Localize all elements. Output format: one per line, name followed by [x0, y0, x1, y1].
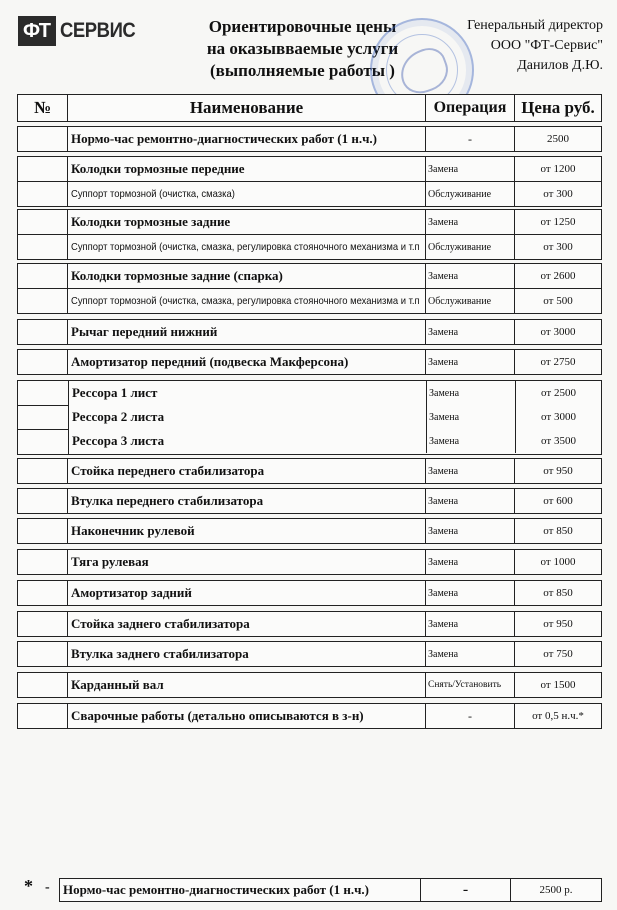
service-operation: Обслуживание: [426, 182, 515, 206]
service-name: Стойка переднего стабилизатора: [68, 459, 426, 483]
service-price: от 950: [543, 618, 573, 630]
price-group: [17, 641, 602, 667]
column-header-name: Наименование: [68, 95, 426, 121]
service-price: от 1000: [540, 556, 576, 568]
price-group: [17, 458, 602, 484]
footnote-table-row: [59, 878, 602, 902]
table-row: [18, 288, 601, 313]
table-row: [18, 642, 601, 666]
logo-mark: ФТ: [18, 16, 56, 46]
price-group: [17, 349, 602, 375]
price-group: [17, 488, 602, 514]
service-operation: Замена: [427, 429, 516, 453]
director-approval: [467, 16, 603, 76]
service-price: от 300: [543, 241, 573, 253]
row-number: [18, 235, 68, 259]
title-line-1: Ориентировочные цены: [208, 17, 397, 36]
service-price: от 2500: [541, 387, 576, 399]
price-group: [17, 126, 602, 152]
service-name: Нормо-час ремонтно-диагностических работ (1 н.ч.): [68, 127, 426, 151]
service-operation: Замена: [426, 210, 515, 234]
row-number: [18, 519, 68, 543]
service-name: Карданный вал: [68, 673, 426, 697]
service-operation: Замена: [426, 550, 515, 574]
price-group: [17, 156, 602, 207]
service-operation: Замена: [427, 405, 516, 429]
title-line-3: (выполняемые работы ): [210, 61, 395, 80]
service-operation: Обслуживание: [426, 289, 515, 313]
service-price: от 2750: [540, 356, 576, 368]
service-name: Тяга рулевая: [68, 550, 426, 574]
price-group: [17, 703, 602, 729]
service-price: от 1250: [540, 216, 576, 228]
service-name: Рессора 2 листа: [69, 405, 427, 429]
row-number: [18, 459, 68, 483]
price-group: [17, 518, 602, 544]
table-row: [18, 489, 601, 513]
table-row: [18, 704, 601, 728]
row-number: [18, 581, 68, 605]
service-price: от 3500: [541, 435, 576, 447]
row-number: [18, 350, 68, 374]
service-operation: Замена: [426, 519, 515, 543]
table-row: [18, 320, 601, 344]
service-price: от 1500: [540, 679, 576, 691]
service-operation: Замена: [426, 320, 515, 344]
table-row: [18, 550, 601, 574]
service-name: Стойка заднего стабилизатора: [68, 612, 426, 636]
row-number: [18, 612, 68, 636]
service-operation: Замена: [426, 459, 515, 483]
column-header-price: Цена руб.: [521, 98, 595, 117]
row-number: [18, 381, 68, 405]
footnote-name: Нормо-час ремонтно-диагностических работ (1 н.ч.): [60, 879, 421, 901]
service-operation: Замена: [426, 581, 515, 605]
service-operation: Замена: [426, 157, 515, 181]
service-price: от 500: [543, 295, 573, 307]
footnote-marker: *: [24, 876, 33, 896]
service-operation: Снять/Установить: [426, 673, 515, 697]
service-price: от 850: [543, 587, 573, 599]
row-number: [18, 550, 68, 574]
service-name: Наконечник рулевой: [68, 519, 426, 543]
footnote-operation: -: [421, 879, 511, 901]
table-row: [69, 429, 601, 453]
service-name: Колодки тормозные задние (спарка): [68, 264, 426, 288]
row-number: [18, 182, 68, 206]
row-number: [18, 127, 68, 151]
service-name: Рессора 1 лист: [69, 381, 427, 405]
service-price: от 1200: [540, 163, 576, 175]
service-operation: Замена: [426, 642, 515, 666]
table-row: [69, 405, 601, 429]
price-group: [17, 380, 602, 455]
service-name: Втулка переднего стабилизатора: [68, 489, 426, 513]
table-row: [18, 673, 601, 697]
service-price: от 3000: [541, 411, 576, 423]
service-operation: -: [426, 127, 515, 151]
service-name: Амортизатор передний (подвеска Макферсона): [68, 350, 426, 374]
row-number: [18, 210, 68, 234]
director-company: ООО "ФТ-Сервис": [490, 38, 603, 53]
table-row: [18, 459, 601, 483]
table-row: [69, 381, 601, 405]
service-price: от 600: [543, 495, 573, 507]
table-row: [18, 612, 601, 636]
column-header-operation: Операция: [426, 95, 515, 121]
service-name: Втулка заднего стабилизатора: [68, 642, 426, 666]
service-price: 2500: [547, 133, 569, 145]
service-name: Амортизатор задний: [68, 581, 426, 605]
logo-text: СЕРВИС: [59, 19, 135, 42]
table-row: [18, 210, 601, 234]
service-operation: Замена: [426, 612, 515, 636]
table-row: [18, 581, 601, 605]
service-price: от 2600: [540, 270, 576, 282]
row-number: [18, 405, 68, 430]
service-operation: Обслуживание: [426, 235, 515, 259]
service-operation: Замена: [426, 489, 515, 513]
row-number: [18, 157, 68, 181]
footnote-price: 2500 р.: [539, 884, 573, 896]
service-name: Рычаг передний нижний: [68, 320, 426, 344]
table-row: [18, 264, 601, 288]
director-position: Генеральный директор: [467, 18, 603, 33]
row-number: [18, 429, 68, 454]
service-name: Колодки тормозные задние: [68, 210, 426, 234]
footnote-dash: -: [45, 880, 50, 895]
row-number: [18, 704, 68, 728]
row-number: [18, 642, 68, 666]
service-name: Рессора 3 листа: [69, 429, 427, 453]
service-name: Сварочные работы (детально описываются в з-н): [68, 704, 426, 728]
table-row: [18, 157, 601, 181]
service-operation: -: [426, 704, 515, 728]
row-number: [18, 264, 68, 288]
service-price: от 950: [543, 465, 573, 477]
price-group: [17, 263, 602, 314]
row-number: [18, 320, 68, 344]
service-operation: Замена: [426, 264, 515, 288]
price-group: [17, 209, 602, 260]
price-group: [17, 549, 602, 575]
table-row: [18, 127, 601, 151]
row-number: [18, 289, 68, 313]
service-name: Колодки тормозные передние: [68, 157, 426, 181]
service-operation: Замена: [427, 381, 516, 405]
price-group: [17, 611, 602, 637]
director-name: Данилов Д.Ю.: [517, 58, 603, 73]
title-line-2: на оказывваемые услуги: [206, 39, 399, 58]
service-name: Суппорт тормозной (очистка, смазка, регулировка стояночного механизма и т.п: [71, 295, 420, 307]
service-name: Суппорт тормозной (очистка, смазка): [71, 188, 235, 200]
price-group: [17, 580, 602, 606]
table-header: [17, 94, 602, 122]
signature-icon: [394, 43, 453, 99]
price-group: [17, 319, 602, 345]
service-name: Суппорт тормозной (очистка, смазка, регулировка стояночного механизма и т.п: [71, 241, 420, 253]
table-row: [18, 519, 601, 543]
table-row: [18, 350, 601, 374]
row-number: [18, 673, 68, 697]
row-number: [18, 489, 68, 513]
row-number-column: [18, 381, 69, 454]
table-row: [18, 181, 601, 206]
service-price: от 300: [543, 188, 573, 200]
column-header-number: №: [18, 95, 68, 121]
service-price: от 850: [543, 525, 573, 537]
table-row: [18, 234, 601, 259]
service-price: от 0,5 н.ч.*: [532, 710, 584, 722]
company-logo: [18, 16, 145, 46]
service-price: от 750: [543, 648, 573, 660]
service-price: от 3000: [540, 326, 576, 338]
service-operation: Замена: [426, 350, 515, 374]
price-group: [17, 672, 602, 698]
